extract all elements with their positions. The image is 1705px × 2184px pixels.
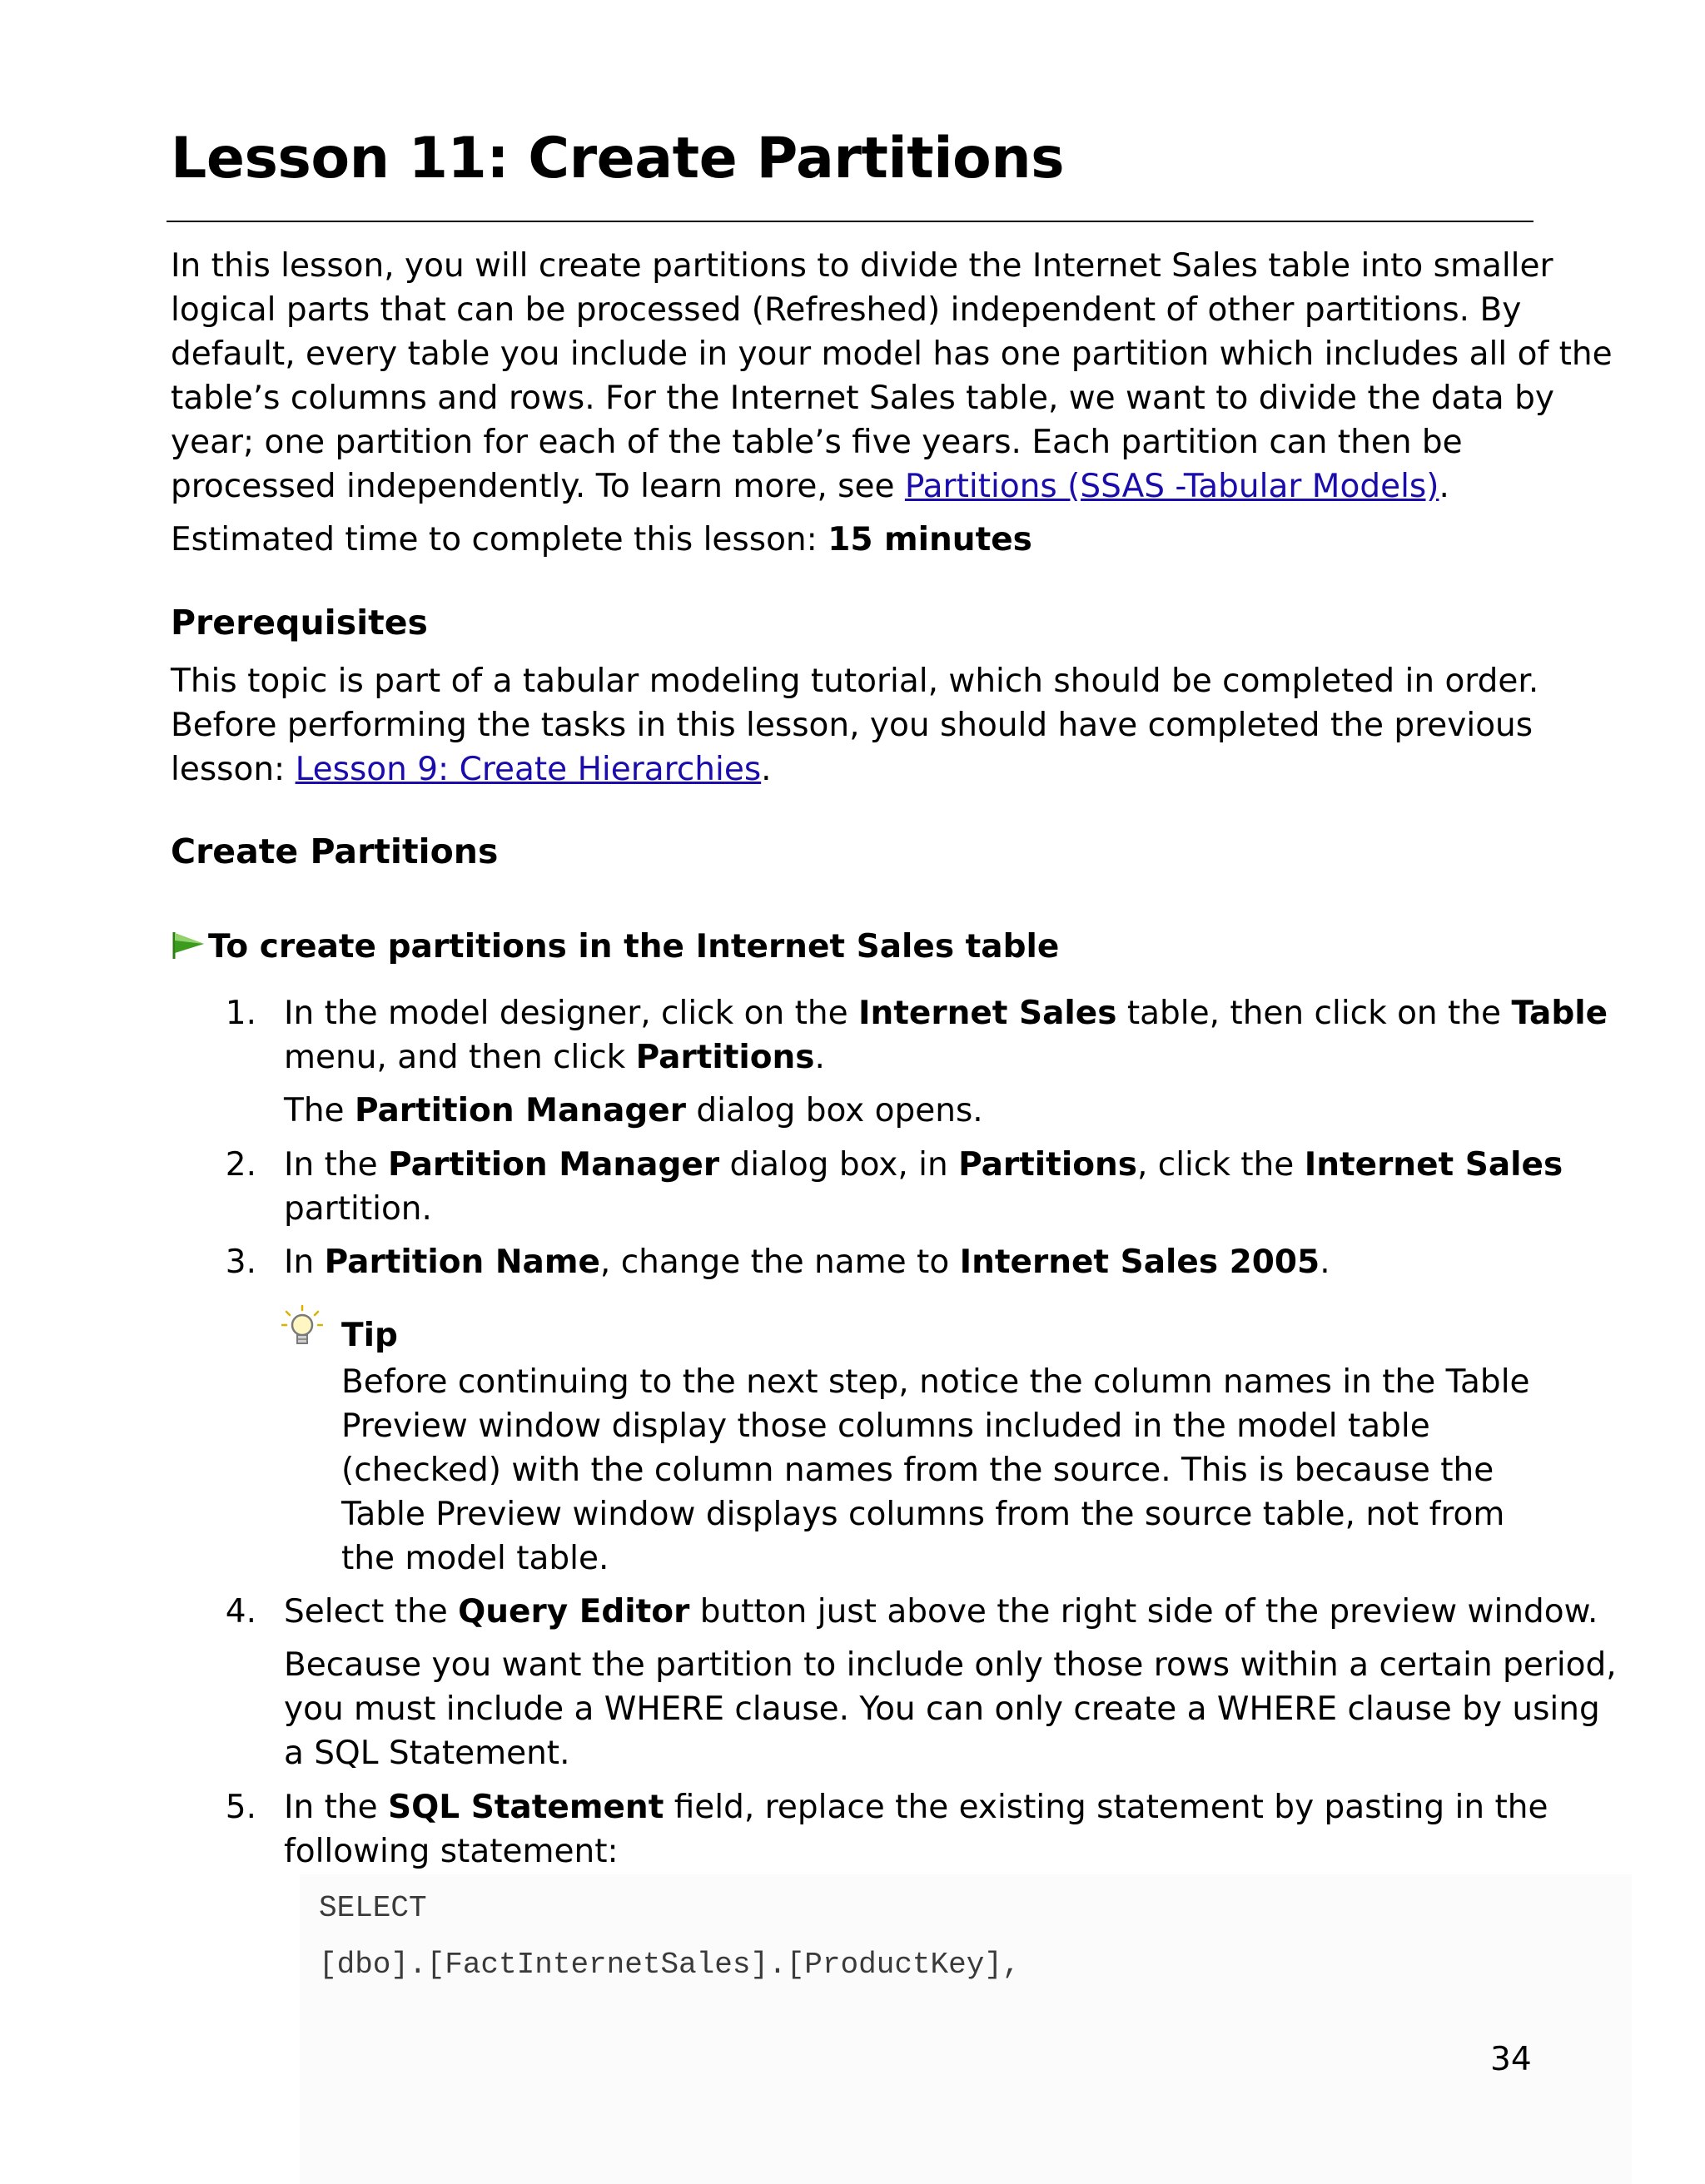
step-text: dialog box opens. <box>686 1092 983 1129</box>
prereq-line: Before performing the tasks in this lesson, you should have completed the previous <box>171 707 1534 744</box>
prereq-text: lesson: <box>171 751 296 788</box>
tip-line: the model table. <box>341 1540 609 1577</box>
tip-title: Tip <box>341 1317 398 1354</box>
procedure-title: To create partitions in the Internet Sales table <box>208 928 1060 965</box>
intro-line <box>171 464 1449 509</box>
step-2-line <box>284 1143 1563 1187</box>
code-block <box>300 1874 1632 2184</box>
step-text: In the <box>284 1146 389 1184</box>
step-5-line: following statement: <box>284 1833 619 1870</box>
step-text: table, then click on the <box>1116 995 1512 1032</box>
step-1-line <box>284 1035 825 1080</box>
step-emphasis: Query Editor <box>458 1593 690 1631</box>
step-2-line: partition. <box>284 1190 432 1228</box>
tip-line: Preview window display those columns included in the model table <box>341 1407 1430 1445</box>
step-number: 1. <box>225 995 256 1032</box>
step-emphasis: Partition Name <box>324 1243 600 1281</box>
prereq-period: . <box>761 751 772 788</box>
step-text: In the <box>284 1789 389 1826</box>
title-rule <box>167 221 1534 222</box>
lightbulb-icon <box>281 1305 323 1352</box>
step-emphasis: Partition Manager <box>354 1092 686 1129</box>
step-5-line <box>284 1785 1548 1829</box>
step-text: In <box>284 1243 325 1281</box>
step-text: . <box>814 1039 825 1076</box>
step-text: menu, and then click <box>284 1039 636 1076</box>
step-text: dialog box, in <box>719 1146 959 1184</box>
intro-period: . <box>1439 468 1449 505</box>
step-text: , change the name to <box>599 1243 960 1281</box>
estimated-time <box>171 518 1032 562</box>
prereq-line: This topic is part of a tabular modeling tutorial, which should be completed in order. <box>171 663 1539 700</box>
step-3-line <box>284 1240 1330 1284</box>
page-title: Lesson 11: Create Partitions <box>171 126 1065 191</box>
step-text: . <box>1320 1243 1330 1281</box>
section-heading: Create Partitions <box>171 831 499 871</box>
tip-line: Before continuing to the next step, notice the column names in the Table <box>341 1363 1530 1401</box>
step-1-line <box>284 991 1608 1035</box>
step-number: 3. <box>225 1243 256 1281</box>
step-emphasis: Partitions <box>635 1039 815 1076</box>
step-text: In the model designer, click on the <box>284 995 858 1032</box>
step-text: button just above the right side of the preview window. <box>689 1593 1598 1631</box>
estimate-label: Estimated time to complete this lesson: <box>171 521 828 558</box>
intro-line: default, every table you include in your model has one partition which includes all of the <box>171 335 1613 373</box>
tip-line: (checked) with the column names from the source. This is because the <box>341 1452 1494 1489</box>
step-1-note <box>284 1089 983 1133</box>
page-number: 34 <box>1490 2041 1532 2078</box>
intro-line: table’s columns and rows. For the Internet Sales table, we want to divide the data by <box>171 380 1554 417</box>
step-number: 5. <box>225 1789 256 1826</box>
intro-line: logical parts that can be processed (Refreshed) independent of other partitions. By <box>171 291 1522 329</box>
step-emphasis: Internet Sales <box>857 995 1117 1032</box>
step-emphasis: SQL Statement <box>388 1789 664 1826</box>
step-4-note: you must include a WHERE clause. You can only create a WHERE clause by using <box>284 1690 1600 1728</box>
step-emphasis: Partitions <box>958 1146 1137 1184</box>
intro-line: In this lesson, you will create partitions to divide the Internet Sales table into smaller <box>171 247 1553 285</box>
code-line: SELECT <box>319 1891 427 1925</box>
lesson-9-link[interactable]: Lesson 9: Create Hierarchies <box>295 751 762 788</box>
step-4-note: a SQL Statement. <box>284 1735 570 1772</box>
intro-line: year; one partition for each of the table’s five years. Each partition can then be <box>171 424 1463 461</box>
step-number: 4. <box>225 1593 256 1631</box>
step-text: , click the <box>1136 1146 1305 1184</box>
green-flag-icon <box>171 931 207 960</box>
step-text: The <box>284 1092 355 1129</box>
step-emphasis: Table <box>1511 995 1608 1032</box>
step-text: field, replace the existing statement by pasting in the <box>664 1789 1548 1826</box>
step-number: 2. <box>225 1146 256 1184</box>
prereq-line <box>171 747 772 792</box>
step-emphasis: Partition Manager <box>388 1146 720 1184</box>
step-4-note: Because you want the partition to include only those rows within a certain period, <box>284 1646 1617 1684</box>
prerequisites-heading: Prerequisites <box>171 603 428 643</box>
step-4-line <box>284 1590 1598 1634</box>
intro-text: processed independently. To learn more, see <box>171 468 905 505</box>
code-line: [dbo].[FactInternetSales].[ProductKey], <box>319 1948 1021 1982</box>
estimate-value: 15 minutes <box>828 521 1032 558</box>
step-emphasis: Internet Sales 2005 <box>959 1243 1320 1281</box>
partitions-link[interactable]: Partitions (SSAS -Tabular Models) <box>904 468 1439 505</box>
tip-line: Table Preview window displays columns from the source table, not from <box>341 1496 1505 1533</box>
step-text: Select the <box>284 1593 459 1631</box>
step-emphasis: Internet Sales <box>1304 1146 1563 1184</box>
